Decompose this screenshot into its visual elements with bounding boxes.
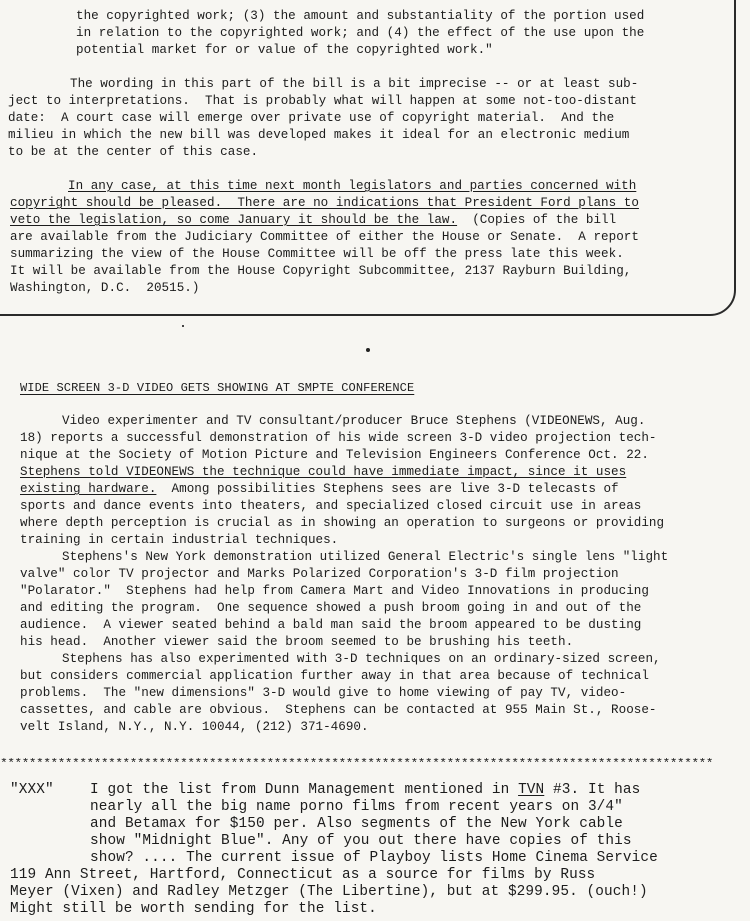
article-line: valve" color TV projector and Marks Polarized Corporation's 3-D film projection (20, 567, 619, 581)
copyright-line: date: A court case will emerge over private use of copyright material. And the (8, 111, 615, 125)
article-line: where depth perception is crucial as in showing an operation to surgeons or providing (20, 516, 665, 530)
xxx-span: #3. It has (544, 782, 641, 798)
copyright-line-mixed (10, 212, 616, 228)
xxx-label: "XXX" (10, 782, 54, 798)
copyright-plain-span: (Copies of the bill (457, 213, 617, 227)
xxx-line: Might still be worth sending for the list. (10, 901, 377, 917)
copyright-line: are available from the Judiciary Committee of either the House or Senate. A report (10, 230, 639, 244)
xxx-line: nearly all the big name porno films from recent years on 3/4" (90, 799, 623, 815)
article-line: training in certain industrial techniques. (20, 533, 339, 547)
article-line: velt Island, N.Y., N.Y. 10044, (212) 371-4690. (20, 720, 369, 734)
tvn-reference: TVN (518, 782, 545, 798)
xxx-line: show? .... The current issue of Playboy lists Home Cinema Service (90, 850, 658, 866)
article-headline: WIDE SCREEN 3-D VIDEO GETS SHOWING AT SMPTE CONFERENCE (20, 381, 415, 395)
copyright-underlined-span: veto the legislation, so come January it should be the law. (10, 213, 458, 227)
article-plain-span: Among possibilities Stephens sees are live 3-D telecasts of (156, 482, 619, 496)
xxx-line: show "Midnight Blue". Any of you out there have copies of this (90, 833, 632, 849)
stray-dot (366, 348, 370, 352)
copyright-line: Washington, D.C. 20515.) (10, 281, 200, 295)
copyright-line: potential market for or value of the copyrighted work." (76, 43, 493, 57)
copyright-underlined-line: In any case, at this time next month legislators and parties concerned with (68, 179, 637, 193)
article-line: but considers commercial application further away in that area because of technical (20, 669, 649, 683)
xxx-line: 119 Ann Street, Hartford, Connecticut as a source for films by Russ (10, 867, 596, 883)
copyright-underlined-line: copyright should be pleased. There are no indications that President Ford plans to (10, 196, 639, 210)
xxx-line: Meyer (Vixen) and Radley Metzger (The Libertine), but at $299.95. (ouch!) (10, 884, 648, 900)
copyright-line: to be at the center of this case. (8, 145, 259, 159)
copyright-line: The wording in this part of the bill is a bit imprecise -- or at least sub- (70, 77, 639, 91)
copyright-line: It will be available from the House Copyright Subcommittee, 2137 Rayburn Building, (10, 264, 632, 278)
copyright-line: ject to interpretations. That is probably what will happen at some not-too-distant (8, 94, 637, 108)
article-line: and editing the program. One sequence showed a push broom going in and out of the (20, 601, 642, 615)
xxx-line-mixed (90, 782, 640, 799)
article-line: problems. The "new dimensions" 3-D would give to home viewing of pay TV, video- (20, 686, 627, 700)
article-line: Stephens's New York demonstration utilized General Electric's single lens "light (62, 550, 669, 564)
article-line: Video experimenter and TV consultant/producer Bruce Stephens (VIDEONEWS, Aug. (62, 414, 646, 428)
stray-mark (182, 325, 184, 327)
copyright-line: the copyrighted work; (3) the amount and substantiality of the portion used (76, 9, 645, 23)
article-line: nique at the Society of Motion Picture and Television Engineers Conference Oct. 22. (20, 448, 649, 462)
article-line: sports and dance events into theaters, and specialized closed circuit use in areas (20, 499, 642, 513)
copyright-line: milieu in which the new bill was developed makes it ideal for an electronic medium (8, 128, 630, 142)
xxx-line: and Betamax for $150 per. Also segments of the New York cable (90, 816, 623, 832)
article-line: his head. Another viewer said the broom seemed to be brushing his teeth. (20, 635, 574, 649)
copyright-line: in relation to the copyrighted work; and (4) the effect of the use upon the (76, 26, 645, 40)
article-line: 18) reports a successful demonstration of his wide screen 3-D video projection tech- (20, 431, 657, 445)
article-line: Stephens has also experimented with 3-D techniques on an ordinary-sized screen, (62, 652, 661, 666)
asterisk-separator: *************************************************************************************************** (0, 758, 713, 770)
copyright-line: summarizing the view of the House Committee will be off the press late this week. (10, 247, 624, 261)
article-line: "Polarator." Stephens had help from Camera Mart and Video Innovations in producing (20, 584, 649, 598)
article-underlined-line: Stephens told VIDEONEWS the technique could have immediate impact, since it uses (20, 465, 627, 479)
article-underlined-span: existing hardware. (20, 482, 157, 496)
article-line-mixed (20, 481, 619, 497)
xxx-span: I got the list from Dunn Management mentioned in (90, 782, 519, 798)
article-line: cassettes, and cable are obvious. Stephens can be contacted at 955 Main St., Roose- (20, 703, 657, 717)
article-line: audience. A viewer seated behind a bald man said the broom appeared to be dusting (20, 618, 642, 632)
